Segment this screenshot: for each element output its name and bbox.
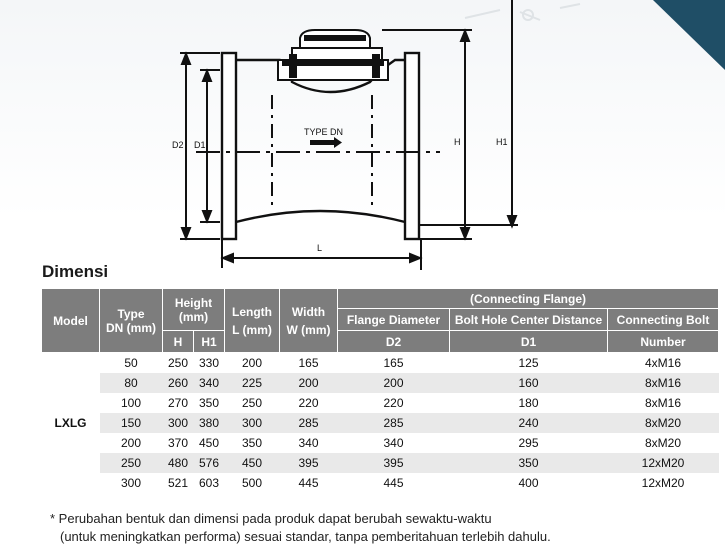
header-height: [163, 289, 225, 331]
table-cell: 200: [241, 356, 263, 370]
table-cell: 165: [383, 356, 404, 370]
table-cell: 300: [120, 476, 142, 490]
label-h: H: [454, 137, 461, 147]
table-cell: 50: [124, 356, 138, 370]
label-d2: D2: [172, 140, 184, 150]
table-cell: 350: [450, 453, 608, 473]
table-row: [42, 453, 719, 473]
table-cell: 80: [100, 373, 163, 393]
left-flange: [222, 53, 236, 239]
label-h1: H1: [496, 137, 508, 147]
header-model: Model: [42, 289, 100, 353]
register-head: [278, 30, 388, 80]
table-cell: 340: [194, 373, 225, 393]
table-cell: 350: [241, 436, 263, 450]
flow-arrow: [310, 140, 334, 145]
header-number: Number: [608, 331, 719, 353]
table-cell: 200: [338, 373, 450, 393]
table-cell: 340: [383, 436, 404, 450]
header-length: [225, 289, 280, 353]
table-cell: 250: [241, 396, 263, 410]
table-cell: 395: [280, 453, 338, 473]
table-cell: 12xM20: [641, 476, 685, 490]
header-h1: H1: [194, 331, 225, 353]
header-length-line2: L (mm): [232, 322, 272, 337]
right-flange: [405, 53, 419, 239]
table-cell: 250: [167, 356, 189, 370]
dimension-table: [41, 288, 719, 493]
table-cell: 350: [198, 396, 220, 410]
label-type-dn: TYPE DN: [304, 127, 344, 137]
header-type-line1: Type: [117, 306, 145, 321]
table-cell: 300: [225, 413, 280, 433]
background-decoration: [465, 4, 580, 20]
table-row: [42, 353, 719, 374]
table-cell: 260: [163, 373, 194, 393]
table-cell: 150: [100, 413, 163, 433]
table-cell: 450: [225, 453, 280, 473]
section-title: Dimensi: [42, 262, 109, 281]
table-cell: 240: [450, 413, 608, 433]
table-cell: 480: [163, 453, 194, 473]
table-cell: 395: [338, 453, 450, 473]
h1-dimension: [420, 0, 518, 226]
table-cell: 8xM16: [644, 396, 682, 410]
table-cell: 8xM20: [644, 436, 682, 450]
table-cell: 285: [280, 413, 338, 433]
table-cell: 500: [241, 476, 263, 490]
table-cell: 445: [383, 476, 404, 490]
table-cell: 220: [298, 396, 319, 410]
header-d2: D2: [338, 331, 450, 353]
header-width-line2: W (mm): [286, 322, 331, 337]
table-cell: 300: [163, 413, 194, 433]
model-cell: LXLG: [42, 353, 100, 494]
table-cell: 340: [298, 436, 319, 450]
header-length-line1: Length: [232, 304, 272, 319]
table-cell: 165: [298, 356, 319, 370]
table-cell: 8xM16: [608, 373, 719, 393]
table-cell: 270: [167, 396, 189, 410]
table-cell: 576: [194, 453, 225, 473]
table-cell: 220: [383, 396, 404, 410]
table-row: [42, 473, 719, 493]
header-h: H: [163, 331, 194, 353]
header-height-line1: Height: [174, 295, 213, 310]
header-bolt-hole-distance: Bolt Hole Center Distance: [450, 309, 608, 331]
label-l: L: [317, 243, 323, 253]
header-width: [280, 289, 338, 353]
table-cell: 370: [167, 436, 189, 450]
header-height-line2: (mm): [178, 309, 209, 324]
header-type: [100, 289, 163, 353]
table-cell: 250: [100, 453, 163, 473]
meter-body-bottom: [236, 211, 405, 222]
table-cell: 521: [167, 476, 189, 490]
table-cell: 603: [198, 476, 220, 490]
header-type-line2: DN (mm): [106, 320, 156, 335]
table-cell: 225: [225, 373, 280, 393]
table-cell: 330: [198, 356, 220, 370]
table-cell: 380: [194, 413, 225, 433]
label-d1: D1: [194, 140, 206, 150]
table-cell: 4xM16: [644, 356, 682, 370]
h-dimension: [382, 30, 472, 239]
table-cell: 445: [298, 476, 319, 490]
table-row: [42, 413, 719, 433]
footnote: [50, 510, 551, 546]
table-cell: 180: [518, 396, 539, 410]
table-row: [42, 433, 719, 453]
table-cell: 160: [450, 373, 608, 393]
table-cell: 125: [518, 356, 539, 370]
table-cell: 450: [198, 436, 220, 450]
flow-arrow-head: [334, 137, 342, 148]
table-row: [42, 373, 719, 393]
table-cell: 12xM20: [608, 453, 719, 473]
footnote-line1: * Perubahan bentuk dan dimensi pada produk dapat berubah sewaktu-waktu: [50, 511, 492, 526]
table-cell: 400: [518, 476, 539, 490]
table-cell: 200: [280, 373, 338, 393]
table-cell: 285: [338, 413, 450, 433]
table-cell: 100: [120, 396, 142, 410]
footnote-line2: (untuk meningkatkan performa) sesuai standar, tanpa pemberitahuan terlebih dahulu.: [60, 529, 551, 544]
header-flange-diameter: Flange Diameter: [338, 309, 450, 331]
table-row: [42, 393, 719, 413]
header-connecting-flange: (Connecting Flange): [338, 289, 719, 309]
table-cell: 200: [120, 436, 142, 450]
header-d1: D1: [450, 331, 608, 353]
table-cell: 8xM20: [608, 413, 719, 433]
header-width-line1: Width: [291, 304, 326, 319]
table-cell: 295: [518, 436, 539, 450]
header-connecting-bolt: Connecting Bolt: [608, 309, 719, 331]
